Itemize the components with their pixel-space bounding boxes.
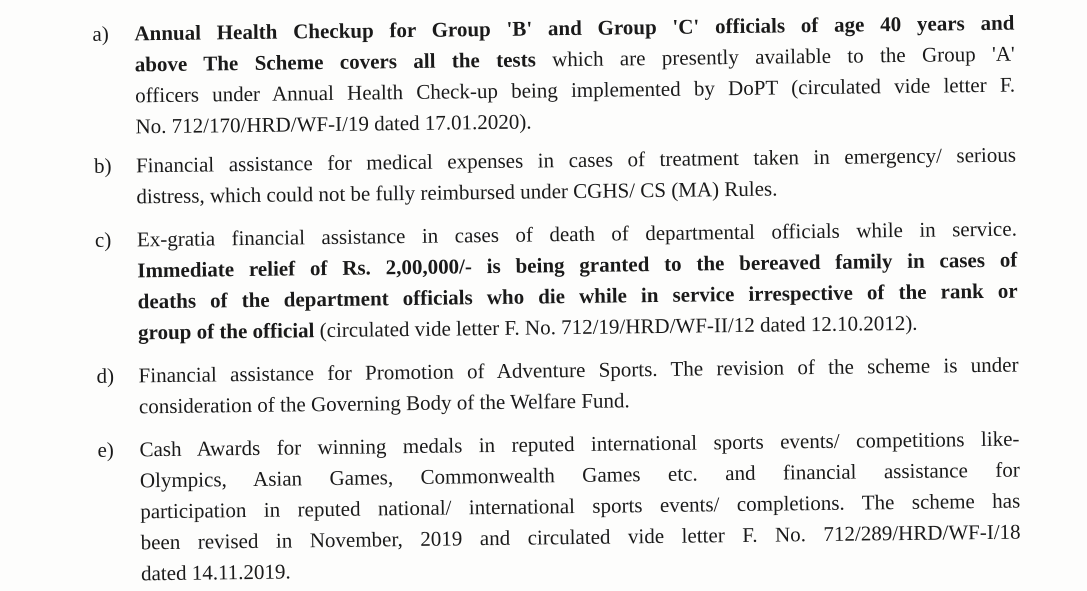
plain-text: which are presently available to the Group 'A' <box>535 41 1015 72</box>
item-marker: e) <box>97 437 114 462</box>
list-item-a <box>92 8 1023 143</box>
item-line: Financial assistance for medical expenses in cases of treatment taken in emergency/ serious <box>135 142 1017 178</box>
item-marker: c) <box>94 227 112 252</box>
bold-text: above The Scheme covers all the tests <box>134 47 536 77</box>
item-marker: b) <box>93 153 112 178</box>
item-marker: d) <box>96 363 115 388</box>
item-line: distress, which could not be fully reimbursed under CGHS/ CS (MA) Rules. <box>136 176 778 209</box>
item-line: Cash Awards for winning medals in reputed international sports events/ competitions like- <box>139 426 1020 462</box>
item-line-cut-off: dated 14.11.2019. <box>140 559 291 586</box>
bold-text: Annual Health Checkup for Group 'B' and Group 'C' officials of age 40 years and <box>134 10 1015 46</box>
item-line: officers under Annual Health Check-up being implemented by DoPT (circulated vide letter F. <box>135 72 1016 108</box>
item-line: Financial assistance for Promotion of Adventure Sports. The revision of the scheme is under <box>138 352 1019 388</box>
list-item-c <box>95 213 1026 348</box>
item-line: Ex-gratia financial assistance in cases of death of departmental officials while in service. <box>136 216 1018 252</box>
list-item-e <box>97 423 1029 586</box>
list-item-d <box>96 349 1027 422</box>
bold-text: deaths of the department officials who die while in service irrespective of the rank or <box>137 278 1018 314</box>
item-line: participation in reputed national/ international sports events/ completions. The scheme has <box>140 488 1021 524</box>
bold-text: Immediate relief of Rs. 2,00,000/- is being granted to the bereaved family in cases of <box>137 247 1018 283</box>
list-item-b <box>94 140 1025 213</box>
item-line: Olympics, Asian Games, Commonwealth Games etc. and financial assistance for <box>139 457 1020 493</box>
item-marker: a) <box>92 21 109 46</box>
item-line: been revised in November, 2019 and circulated vide letter F. No. 712/289/HRD/WF-I/18 <box>140 519 1021 555</box>
item-line: No. 712/170/HRD/WF-I/19 dated 17.01.2020). <box>135 109 532 139</box>
item-line: consideration of the Governing Body of the Welfare Fund. <box>138 388 630 419</box>
plain-text: (circulated vide letter F. No. 712/19/HRD/WF-II/12 dated 12.10.2012). <box>314 310 918 343</box>
bold-text: group of the official <box>137 318 315 345</box>
